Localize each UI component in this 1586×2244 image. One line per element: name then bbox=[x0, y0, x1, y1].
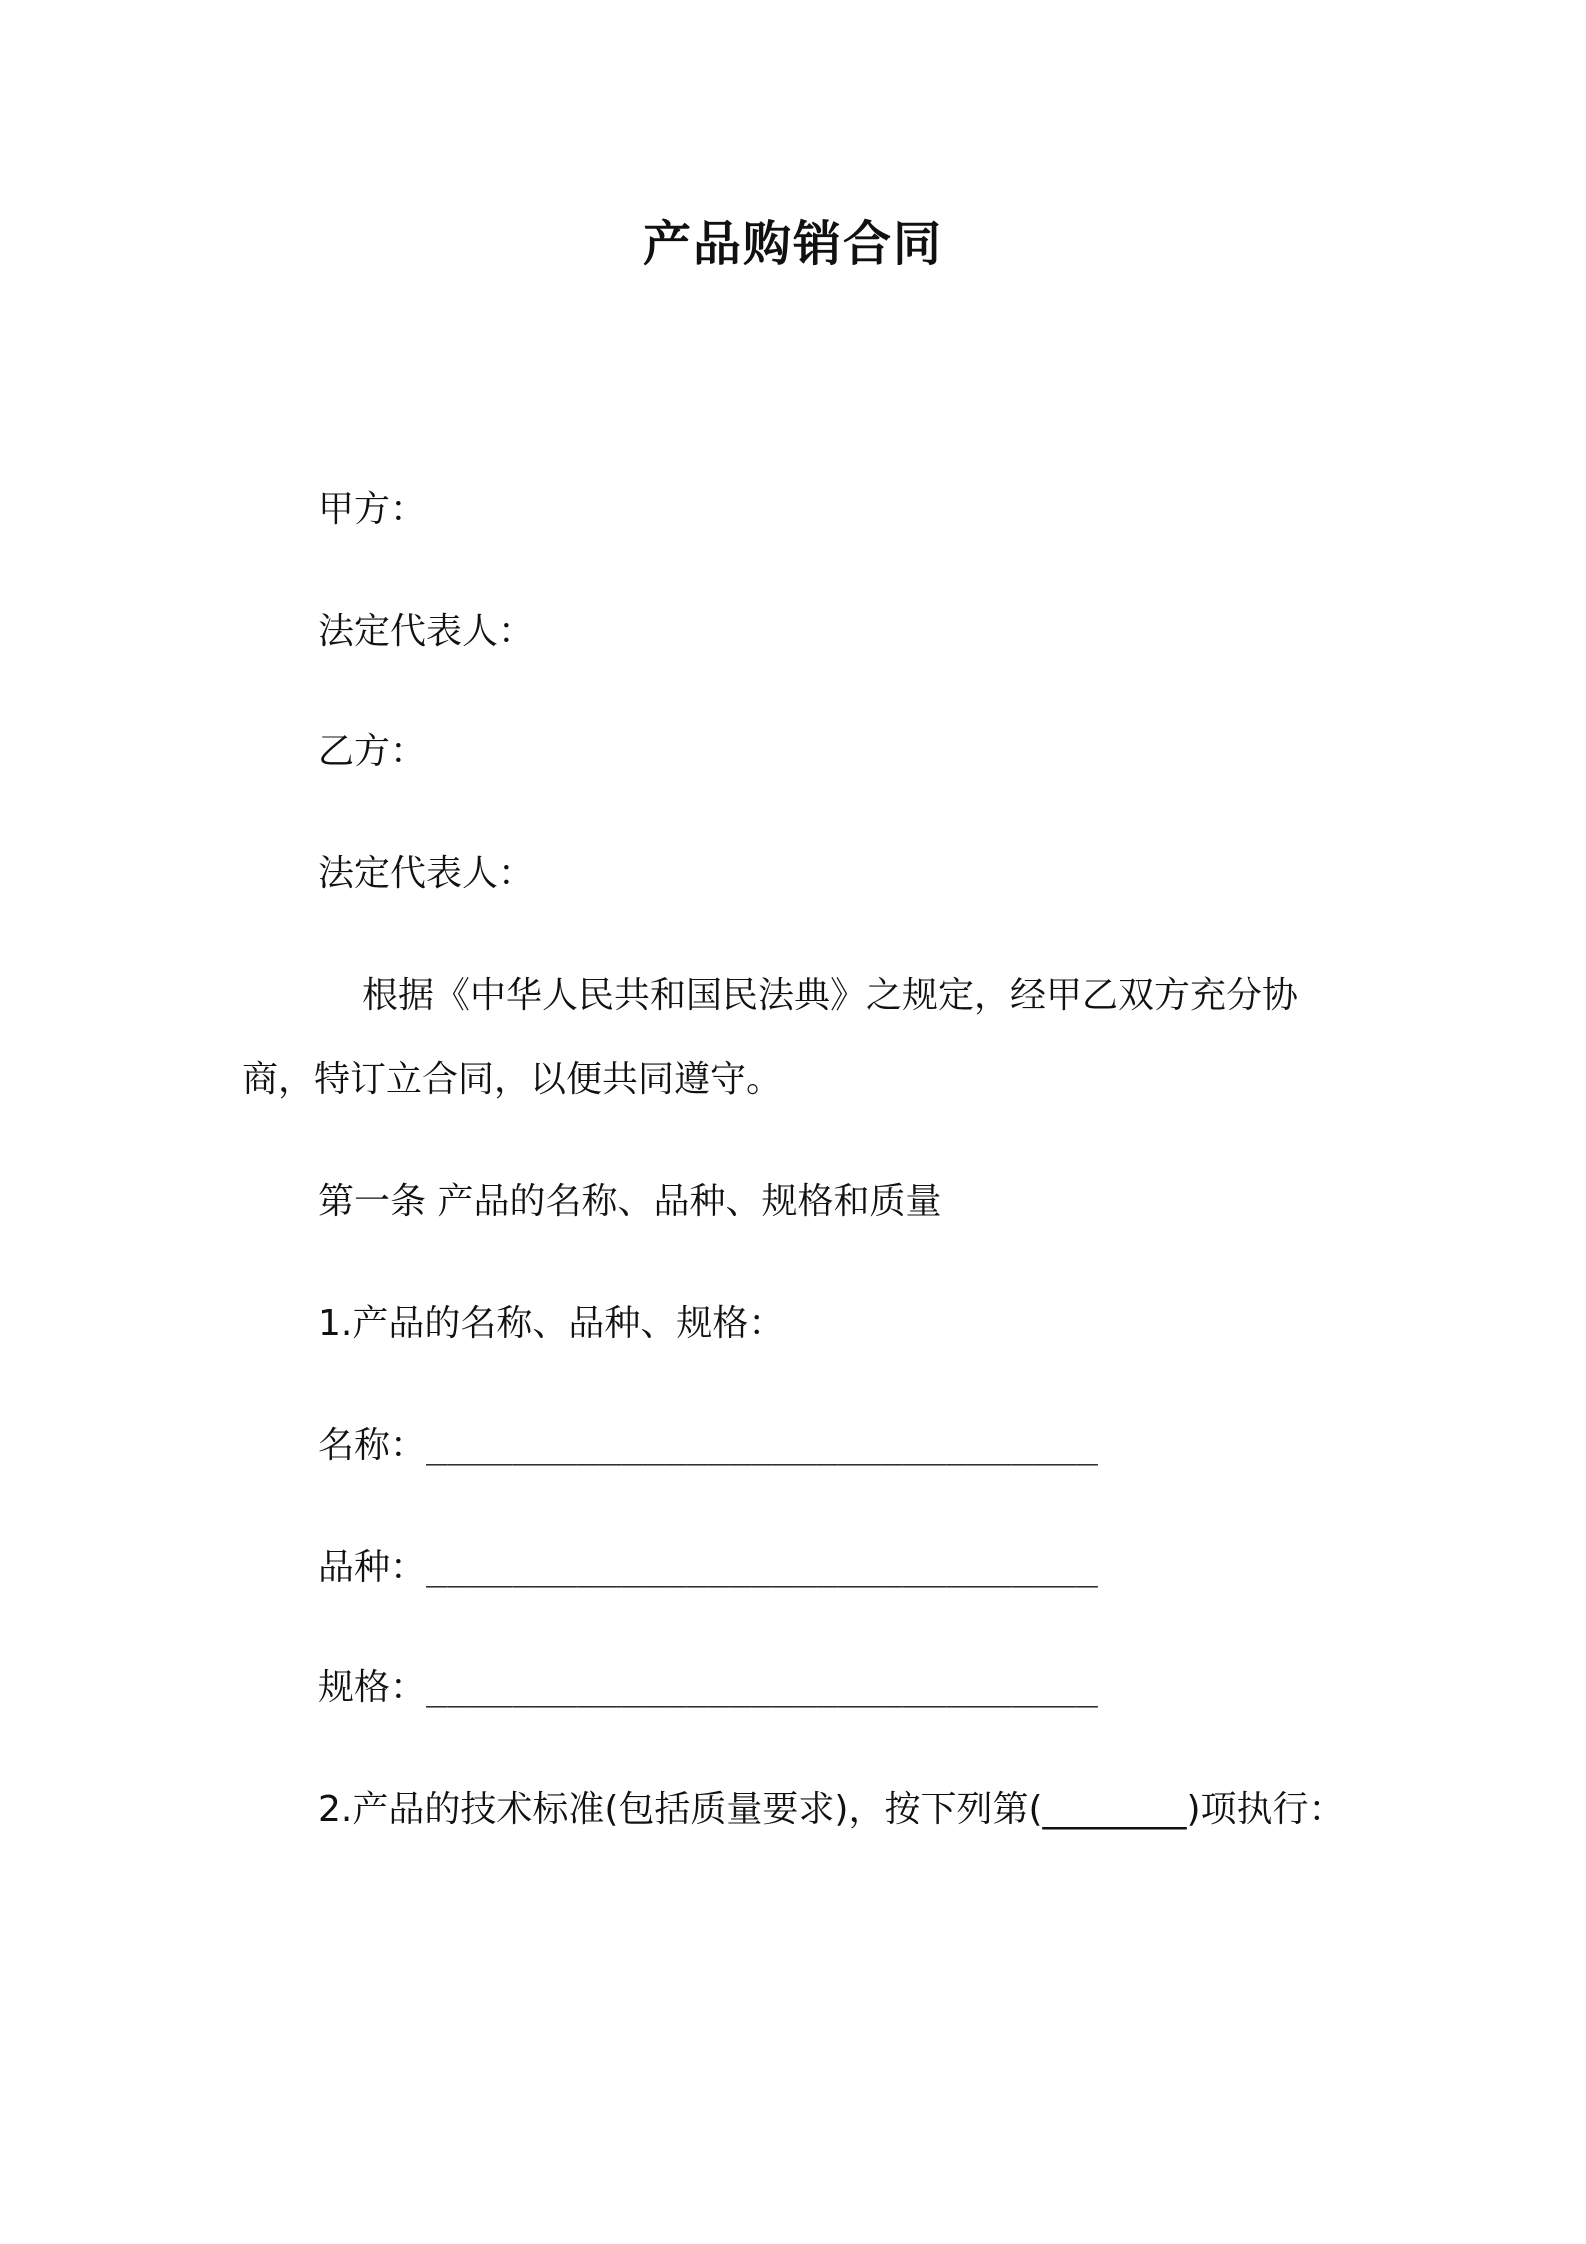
name-field-row bbox=[318, 1422, 1098, 1470]
variety-blank: _______________________________ bbox=[426, 1547, 1098, 1588]
name-label: 名称： bbox=[318, 1425, 427, 1466]
document-title: 产品购销合同 bbox=[642, 216, 943, 272]
variety-label: 品种： bbox=[318, 1547, 427, 1588]
spec-blank: _______________________________ bbox=[426, 1667, 1098, 1708]
spec-label: 规格： bbox=[318, 1667, 427, 1708]
party-b-representative-label: 法定代表人： bbox=[318, 853, 535, 894]
intro-paragraph-line-1: 根据《中华人民共和国民法典》之规定，经甲乙双方充分协 bbox=[362, 975, 1299, 1016]
party-a-representative-label: 法定代表人： bbox=[318, 611, 535, 652]
spec-field-row bbox=[318, 1664, 1098, 1712]
item-1-heading: 1.产品的名称、品种、规格： bbox=[318, 1303, 785, 1344]
variety-field-row bbox=[318, 1544, 1098, 1592]
name-blank: _______________________________ bbox=[426, 1425, 1098, 1466]
party-b-label: 乙方： bbox=[318, 731, 427, 772]
article-1-heading: 第一条 产品的名称、品种、规格和质量 bbox=[318, 1181, 942, 1222]
party-a-label: 甲方： bbox=[318, 489, 427, 530]
item-2-technical-standard: 2.产品的技术标准(包括质量要求)，按下列第(________)项执行： bbox=[318, 1789, 1345, 1830]
intro-paragraph-line-2: 商，特订立合同，以便共同遵守。 bbox=[242, 1059, 783, 1100]
